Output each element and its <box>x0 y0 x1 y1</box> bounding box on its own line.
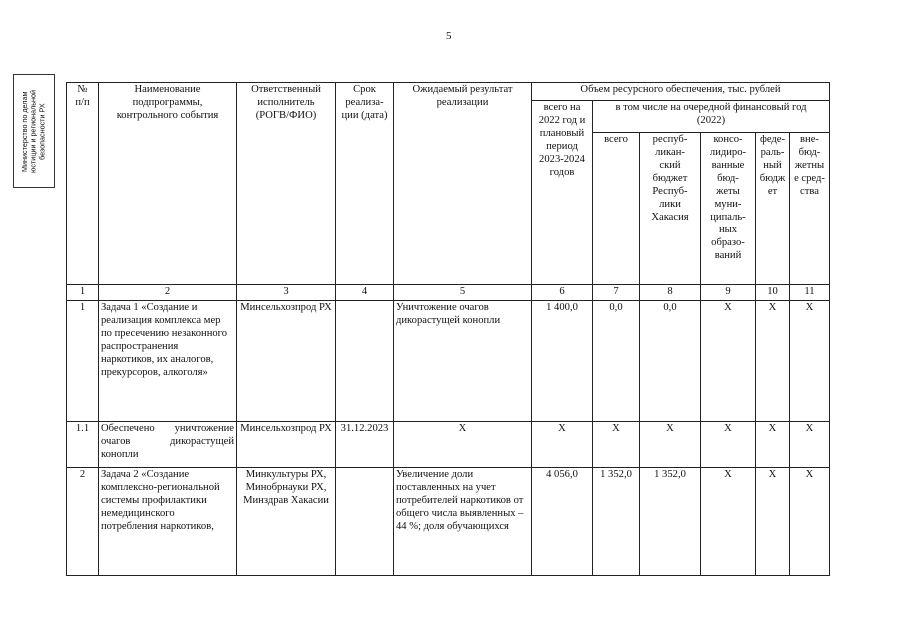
header-republic-budget: респуб- ликан- ский бюджет Респуб- лики Хакасия <box>640 133 701 285</box>
column-number: 3 <box>237 285 336 301</box>
ministry-stamp <box>13 74 55 188</box>
header-municipal-budget: консо- лидиро- ванные бюд- жеты муни- ципаль- ных образо- ваний <box>701 133 756 285</box>
page-number: 5 <box>446 30 452 42</box>
header-term: Срок реализа- ции (дата) <box>336 83 394 285</box>
row-result: Х <box>394 421 532 467</box>
row-municipal: Х <box>701 421 756 467</box>
row-total: 4 056,0 <box>532 467 593 575</box>
header-num: № п/п <box>67 83 99 285</box>
row-executor: Минсельхозпрод РХ <box>237 300 336 421</box>
row-federal: Х <box>756 300 790 421</box>
row-all: Х <box>593 421 640 467</box>
program-plan-table <box>66 82 830 576</box>
column-number: 11 <box>790 285 830 301</box>
header-executor: Ответственный исполнитель (РОГВ/ФИО) <box>237 83 336 285</box>
row-total: Х <box>532 421 593 467</box>
column-numbers-row <box>67 285 830 301</box>
row-name: Обеспечено уничтожение очагов дикорастущей конопли <box>99 421 237 467</box>
column-number: 1 <box>67 285 99 301</box>
row-term: 31.12.2023 <box>336 421 394 467</box>
row-total: 1 400,0 <box>532 300 593 421</box>
table-row <box>67 300 830 421</box>
row-federal: Х <box>756 421 790 467</box>
column-number: 7 <box>593 285 640 301</box>
column-number: 8 <box>640 285 701 301</box>
row-all: 1 352,0 <box>593 467 640 575</box>
column-number: 2 <box>99 285 237 301</box>
row-republic: 1 352,0 <box>640 467 701 575</box>
row-all: 0,0 <box>593 300 640 421</box>
header-name: Наименование подпрограммы, контрольного события <box>99 83 237 285</box>
row-republic: Х <box>640 421 701 467</box>
row-num: 2 <box>67 467 99 575</box>
header-federal-budget: феде- раль- ный бюдж ет <box>756 133 790 285</box>
row-name: Задача 1 «Создание и реализация комплекса мер по пресечению незаконного распространения наркотиков, их аналогов, прекурсоров, алкоголя» <box>99 300 237 421</box>
row-result: Уничтожение очагов дикорастущей конопли <box>394 300 532 421</box>
table-row <box>67 421 830 467</box>
row-num: 1.1 <box>67 421 99 467</box>
row-extrabudget: Х <box>790 300 830 421</box>
stamp-line: безопасности РХ <box>37 102 47 160</box>
header-result: Ожидаемый результат реализации <box>394 83 532 285</box>
column-number: 5 <box>394 285 532 301</box>
column-number: 10 <box>756 285 790 301</box>
row-federal: Х <box>756 467 790 575</box>
row-term <box>336 467 394 575</box>
row-extrabudget: Х <box>790 421 830 467</box>
stamp-line: юстиции и региональной <box>28 89 38 173</box>
row-municipal: Х <box>701 300 756 421</box>
row-num: 1 <box>67 300 99 421</box>
column-number: 9 <box>701 285 756 301</box>
row-result: Увеличение доли поставленных на учет потребителей наркотиков от общего числа выявленных – 44 %; доля обучающихся <box>394 467 532 575</box>
header-total-period: всего на 2022 год и плановый период 2023-2024 годов <box>532 101 593 285</box>
row-executor: Минкультуры РХ, Минобрнауки РХ, Минздрав Хакасии <box>237 467 336 575</box>
stamp-text <box>21 90 47 173</box>
table-row <box>67 467 830 575</box>
stamp-line: Министерство по делам <box>20 90 30 172</box>
row-extrabudget: Х <box>790 467 830 575</box>
row-term <box>336 300 394 421</box>
header-extrabudget: вне- бюд- жетны е сред- ства <box>790 133 830 285</box>
header-including: в том числе на очередной финансовый год (2022) <box>593 101 830 133</box>
row-executor: Минсельхозпрод РХ <box>237 421 336 467</box>
column-number: 4 <box>336 285 394 301</box>
header-volume: Объем ресурсного обеспечения, тыс. рублей <box>532 83 830 101</box>
column-number: 6 <box>532 285 593 301</box>
row-municipal: Х <box>701 467 756 575</box>
row-republic: 0,0 <box>640 300 701 421</box>
header-all: всего <box>593 133 640 285</box>
row-name: Задача 2 «Создание комплексно-региональной системы профилактики немедицинского потребления наркотиков, <box>99 467 237 575</box>
